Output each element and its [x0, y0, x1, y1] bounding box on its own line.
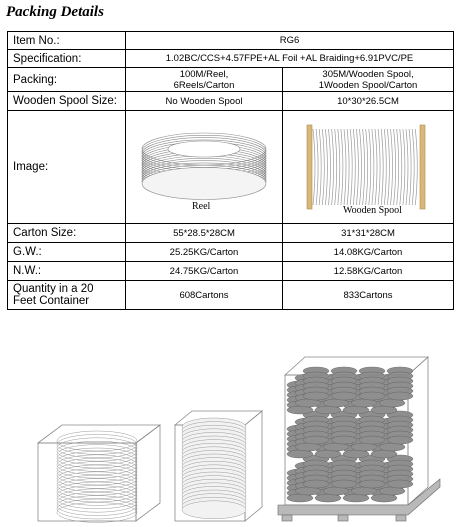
- reel-core: [168, 141, 240, 157]
- pallet-reel-ring: [351, 399, 377, 407]
- spool-wire-strand: [375, 129, 377, 205]
- spool-wire-strand: [381, 129, 383, 205]
- stack-reel-ring: [182, 501, 246, 519]
- gross-weight-label: G.W.:: [8, 243, 126, 262]
- spool-wire-strand: [344, 129, 346, 205]
- spool-wire-strand: [341, 129, 343, 205]
- spool-wire-strand: [391, 129, 393, 205]
- net-weight-spool-value: 12.58KG/Carton: [283, 262, 454, 281]
- packing-reel-value: [126, 68, 283, 92]
- reel-caption: Reel: [192, 201, 211, 212]
- table-row-net-weight: [8, 262, 454, 281]
- pallet-reel-ring: [343, 406, 369, 414]
- pallet-reel-ring: [387, 436, 413, 444]
- spool-wire-strand: [409, 129, 411, 205]
- packing-spool-line2: 1Wooden Spool/Carton: [318, 79, 418, 91]
- image-label: Image:: [8, 111, 126, 224]
- spool-wire-strand: [322, 129, 324, 205]
- packing-illustration: [0, 345, 459, 527]
- carton-size-label: Carton Size:: [8, 224, 126, 243]
- net-weight-reel-value: 24.75KG/Carton: [126, 262, 283, 281]
- spool-wire-strand: [400, 129, 402, 205]
- table-row-carton-size: [8, 224, 454, 243]
- reel-stack-illustration: [175, 411, 262, 521]
- spool-wire-strand: [325, 129, 327, 205]
- reel-ring: [142, 168, 266, 200]
- pallet-reel-ring: [379, 487, 405, 495]
- pallet-reel-ring: [287, 450, 313, 458]
- pallet-foot: [396, 515, 406, 521]
- pallet-reel-ring: [351, 443, 377, 451]
- container-quantity-label: [8, 281, 126, 310]
- wooden-spool-caption: Wooden Spool: [343, 205, 402, 216]
- pallet-reel-ring: [351, 487, 377, 495]
- pallet-reel-ring: [379, 443, 405, 451]
- item-no-label: Item No.:: [8, 32, 126, 50]
- pallet-reel-ring: [315, 494, 341, 502]
- pallet-reel-ring: [387, 392, 413, 400]
- single-reel-stack: [182, 418, 246, 519]
- spool-wire-strand: [378, 129, 380, 205]
- spool-wire-strand: [329, 129, 331, 205]
- net-weight-label: N.W.:: [8, 262, 126, 281]
- pallet-reel-ring: [371, 450, 397, 458]
- carton-reel-stack: [57, 431, 137, 522]
- pallet-reel-ring: [359, 436, 385, 444]
- container-quantity-reel-value: 608Cartons: [126, 281, 283, 310]
- spool-size-reel-value: No Wooden Spool: [126, 92, 283, 111]
- spool-wire-strand: [412, 129, 414, 205]
- container-quantity-spool-value: 833Cartons: [283, 281, 454, 310]
- reel-image-cell: [126, 111, 283, 224]
- container-quantity-label-line1: Quantity in a 20: [13, 283, 94, 295]
- spool-wire-strand: [360, 129, 362, 205]
- spool-wire-strand: [406, 129, 408, 205]
- spool-wire-strand: [372, 129, 374, 205]
- pallet-reel-ring: [371, 406, 397, 414]
- gross-weight-spool-value: 14.08KG/Carton: [283, 243, 454, 262]
- packing-details-table: [7, 31, 454, 310]
- pallet-reel-ring: [323, 399, 349, 407]
- specification-value: 1.02BC/CCS+4.57FPE+AL Foil +AL Braiding+6.91PVC/PE: [126, 50, 454, 68]
- specification-label: Specification:: [8, 50, 126, 68]
- spool-wire-strand: [353, 129, 355, 205]
- page-title: Packing Details: [6, 4, 104, 20]
- spool-wire-strand: [356, 129, 358, 205]
- carton-top: [38, 425, 160, 443]
- carton-side: [136, 425, 160, 521]
- spool-wire-strand: [363, 129, 365, 205]
- reel-coil-rings: [142, 133, 266, 200]
- spool-wire-strand: [387, 129, 389, 205]
- pallet-reel-ring: [371, 494, 397, 502]
- item-no-value: RG6: [126, 32, 454, 50]
- packing-reel-line2: 6Reels/Carton: [173, 79, 235, 91]
- table-row-packing: [8, 68, 454, 92]
- spool-wire-strand: [369, 129, 371, 205]
- spool-wire-strand: [347, 129, 349, 205]
- spool-wire-strand: [366, 129, 368, 205]
- pallet-reel-ring: [303, 436, 329, 444]
- pallet-foot: [282, 515, 292, 521]
- pallet-reel-ring: [343, 450, 369, 458]
- table-row-item-no: [8, 32, 454, 50]
- pallet-reel-ring: [315, 406, 341, 414]
- packing-spool-line1: 305M/Wooden Spool,: [322, 68, 414, 80]
- carton-front: [38, 443, 136, 521]
- carton-size-spool-value: 31*31*28CM: [283, 224, 454, 243]
- spool-wire-strand: [415, 129, 417, 205]
- carton-size-reel-value: 55*28.5*28CM: [126, 224, 283, 243]
- pallet-reel-ring: [323, 443, 349, 451]
- pallet-reel-ring: [303, 480, 329, 488]
- packing-label: Packing:: [8, 68, 126, 92]
- pallet-reel-ring: [343, 494, 369, 502]
- pallet-reel-ring: [295, 443, 321, 451]
- pallet-reel-ring: [287, 406, 313, 414]
- pallet-reel-ring: [331, 392, 357, 400]
- spool-wire-strand: [394, 129, 396, 205]
- pallet-reel-ring: [323, 487, 349, 495]
- stack-box-side: [245, 411, 262, 521]
- spool-wire-strand: [403, 129, 405, 205]
- gross-weight-reel-value: 25.25KG/Carton: [126, 243, 283, 262]
- table-row-specification: [8, 50, 454, 68]
- pallet-reel-ring: [287, 494, 313, 502]
- spool-size-spool-value: 10*30*26.5CM: [283, 92, 454, 111]
- pallet-illustration: [278, 357, 440, 521]
- spool-wire-strand: [350, 129, 352, 205]
- spool-left-flange: [307, 125, 312, 209]
- pallet-reel-stacks: [287, 367, 413, 502]
- pallet-reel-ring: [295, 399, 321, 407]
- pallet-reel-ring: [315, 450, 341, 458]
- spool-wire-strand: [338, 129, 340, 205]
- spool-image-cell: [283, 111, 454, 224]
- pallet-reel-ring: [379, 399, 405, 407]
- packing-spool-value: [283, 68, 454, 92]
- pallet-reel-ring: [359, 480, 385, 488]
- table-row-spool-size: [8, 92, 454, 111]
- spool-size-label: Wooden Spool Size:: [8, 92, 126, 111]
- spool-wire-strand: [319, 129, 321, 205]
- spool-wire-strand: [397, 129, 399, 205]
- pallet-reel-ring: [359, 392, 385, 400]
- spool-wire-strand: [316, 129, 318, 205]
- spool-wire-strand: [384, 129, 386, 205]
- spool-wire-strand: [313, 129, 315, 205]
- table-row-image: [8, 111, 454, 224]
- pallet-reel-ring: [331, 436, 357, 444]
- spool-right-flange: [420, 125, 425, 209]
- pallet-foot: [338, 515, 348, 521]
- spool-wire-strand: [335, 129, 337, 205]
- spool-cable-winding: [313, 129, 417, 205]
- packing-reel-line1: 100M/Reel,: [179, 68, 229, 80]
- table-row-gross-weight: [8, 243, 454, 262]
- pallet-reel-ring: [303, 392, 329, 400]
- table-row-container-quantity: [8, 281, 454, 310]
- spool-wire-strand: [332, 129, 334, 205]
- pallet-reel-ring: [295, 487, 321, 495]
- reel-carton-illustration: [38, 425, 160, 522]
- container-quantity-label-line2: Feet Container: [13, 295, 90, 307]
- pallet-reel-ring: [331, 480, 357, 488]
- pallet-reel-ring: [387, 480, 413, 488]
